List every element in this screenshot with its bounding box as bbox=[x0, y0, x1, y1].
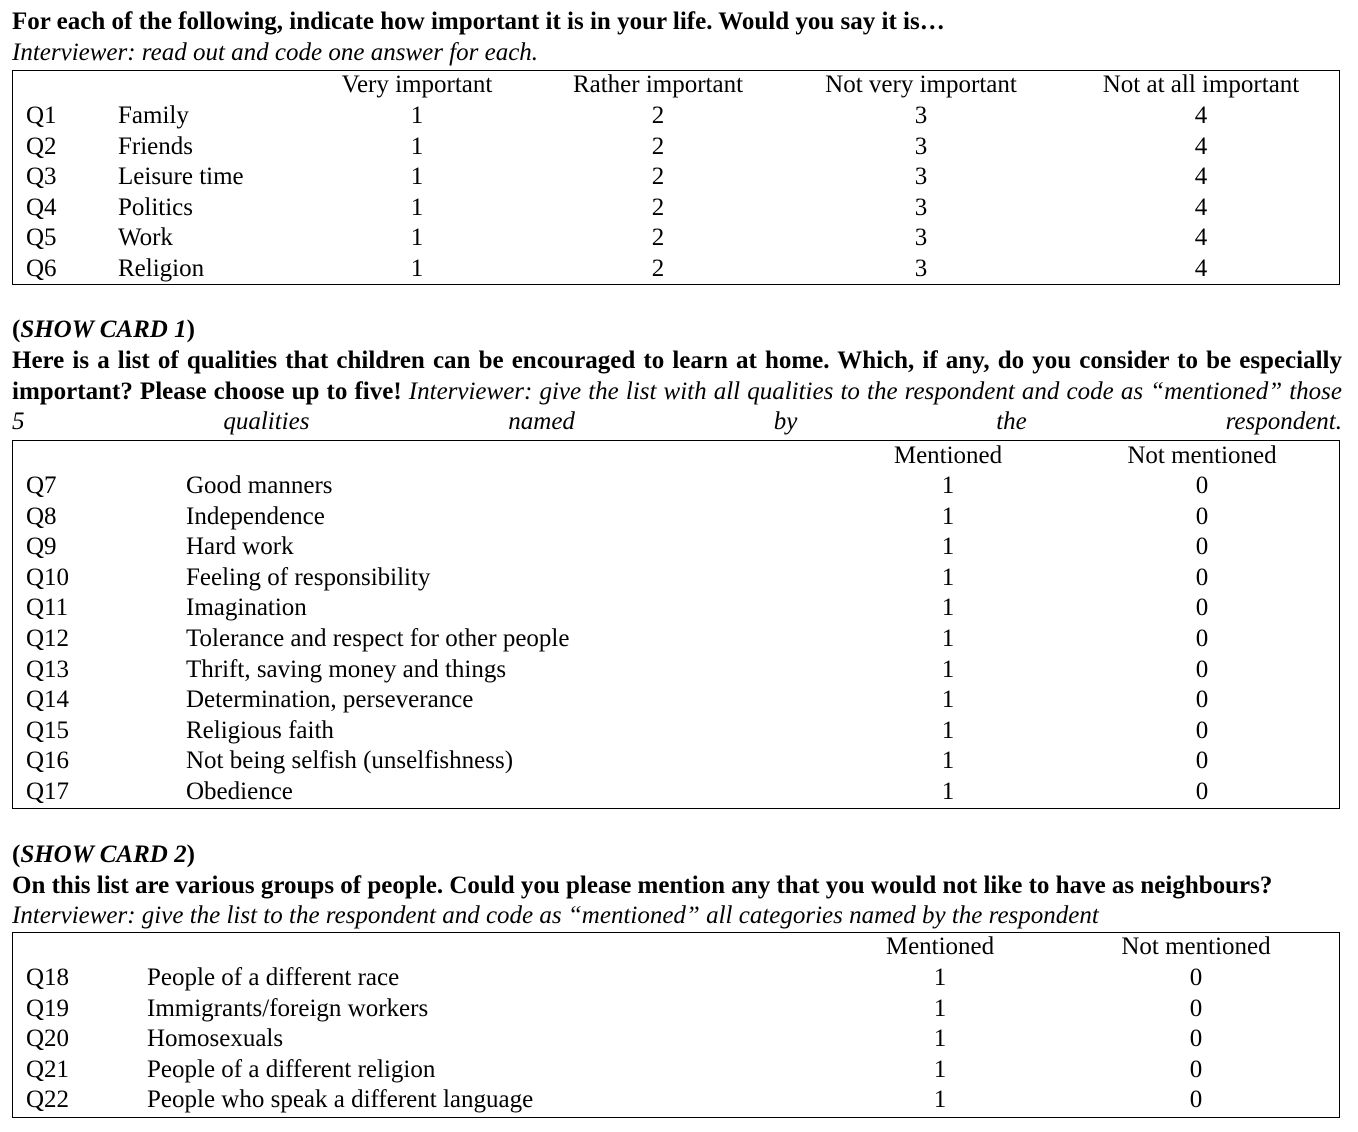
answer-code: 1 bbox=[941, 472, 955, 499]
question-label: Immigrants/foreign workers bbox=[147, 994, 429, 1022]
question-id: Q15 bbox=[26, 716, 70, 744]
answer-code: 2 bbox=[651, 163, 665, 191]
question-label: Religion bbox=[118, 255, 205, 282]
answer-code: 4 bbox=[1194, 193, 1208, 221]
answer-code: 1 bbox=[941, 747, 955, 775]
question-label: Determination, perseverance bbox=[186, 686, 474, 714]
answer-code: 0 bbox=[1189, 1025, 1203, 1053]
question-label: Work bbox=[118, 224, 173, 252]
question-id: Q18 bbox=[26, 964, 70, 991]
question-label: Friends bbox=[118, 132, 193, 160]
question-id: Q17 bbox=[26, 778, 70, 805]
question-label: People of a different race bbox=[147, 964, 400, 991]
answer-code: 1 bbox=[941, 716, 955, 744]
question-id: Q9 bbox=[26, 533, 57, 561]
answer-code: 1 bbox=[933, 994, 947, 1022]
question-id: Q16 bbox=[26, 747, 70, 775]
column-header: Mentioned bbox=[885, 933, 995, 960]
answer-code: 1 bbox=[933, 964, 947, 991]
answer-code: 1 bbox=[941, 778, 955, 805]
question-id: Q3 bbox=[26, 163, 57, 191]
answer-code: 0 bbox=[1195, 533, 1209, 561]
answer-code: 0 bbox=[1195, 472, 1209, 499]
answer-code: 3 bbox=[914, 255, 928, 282]
column-header: Not at all important bbox=[1102, 71, 1300, 98]
answer-code: 4 bbox=[1194, 102, 1208, 129]
question-id: Q11 bbox=[26, 594, 69, 622]
question-id: Q5 bbox=[26, 224, 57, 252]
answer-code: 3 bbox=[914, 102, 928, 129]
answer-code: 1 bbox=[410, 193, 424, 221]
answer-code: 3 bbox=[914, 132, 928, 160]
column-header: Very important bbox=[341, 71, 493, 98]
answer-code: 1 bbox=[410, 132, 424, 160]
show-card-2: SHOW CARD 2 bbox=[20, 841, 187, 868]
answer-code: 1 bbox=[941, 686, 955, 714]
question-label: Leisure time bbox=[118, 163, 244, 191]
question-label: Religious faith bbox=[186, 716, 334, 744]
question-id: Q1 bbox=[26, 102, 57, 129]
question-id: Q13 bbox=[26, 655, 70, 683]
answer-code: 4 bbox=[1194, 224, 1208, 252]
answer-code: 0 bbox=[1195, 716, 1209, 744]
question-label: Obedience bbox=[186, 778, 293, 805]
question-label: Imagination bbox=[186, 594, 307, 622]
answer-code: 1 bbox=[410, 163, 424, 191]
question-label: Independence bbox=[186, 502, 325, 530]
answer-code: 1 bbox=[941, 594, 955, 622]
question-id: Q22 bbox=[26, 1086, 70, 1114]
question-id: Q14 bbox=[26, 686, 70, 714]
section3-table bbox=[12, 932, 1340, 1118]
question-label: People of a different religion bbox=[147, 1055, 436, 1083]
card-open-paren: ( bbox=[12, 841, 21, 868]
answer-code: 0 bbox=[1195, 747, 1209, 775]
column-header: Not mentioned bbox=[1121, 933, 1271, 960]
answer-code: 2 bbox=[651, 224, 665, 252]
question-id: Q4 bbox=[26, 193, 57, 221]
column-header: Not mentioned bbox=[1127, 442, 1277, 469]
question-label: Thrift, saving money and things bbox=[186, 655, 507, 683]
answer-code: 2 bbox=[651, 193, 665, 221]
answer-code: 1 bbox=[941, 533, 955, 561]
answer-code: 4 bbox=[1194, 255, 1208, 282]
question-id: Q21 bbox=[26, 1055, 70, 1083]
answer-code: 1 bbox=[941, 502, 955, 530]
answer-code: 0 bbox=[1195, 594, 1209, 622]
answer-code: 0 bbox=[1195, 563, 1209, 591]
column-header: Not very important bbox=[825, 71, 1017, 98]
answer-code: 1 bbox=[941, 563, 955, 591]
question-label: People who speak a different language bbox=[147, 1086, 534, 1114]
answer-code: 2 bbox=[651, 102, 665, 129]
answer-code: 2 bbox=[651, 255, 665, 282]
answer-code: 1 bbox=[410, 255, 424, 282]
section3-instruction: Interviewer: give the list to the respondent and code as “mentioned” all categories named by the respondent bbox=[12, 902, 1099, 929]
question-id: Q20 bbox=[26, 1025, 70, 1053]
section1-table bbox=[12, 70, 1340, 285]
question-label: Hard work bbox=[186, 533, 294, 561]
answer-code: 1 bbox=[933, 1086, 947, 1114]
answer-code: 1 bbox=[941, 655, 955, 683]
card-open-paren: ( bbox=[12, 316, 21, 343]
section2-instruction: Interviewer: give the list with all qualities to the respondent and code as “mentioned” those 5 qualities named by the respondent. bbox=[12, 377, 1343, 436]
answer-code: 0 bbox=[1189, 994, 1203, 1022]
answer-code: 0 bbox=[1189, 1086, 1203, 1114]
question-label: Politics bbox=[118, 193, 194, 221]
answer-code: 0 bbox=[1195, 686, 1209, 714]
section3-card-label bbox=[12, 840, 1342, 871]
section2-question: Here is a list of qualities that children can be encouraged to learn at home. Which, if any, do you consider to be especially important? Please choose up to five! bbox=[12, 347, 1342, 405]
answer-code: 3 bbox=[914, 224, 928, 252]
answer-code: 4 bbox=[1194, 132, 1208, 160]
question-label: Family bbox=[118, 102, 189, 129]
card-close-paren: ) bbox=[186, 316, 195, 343]
section3-question: On this list are various groups of people. Could you please mention any that you would not like to have as neighbours? bbox=[12, 872, 1273, 899]
question-id: Q2 bbox=[26, 132, 57, 160]
question-id: Q19 bbox=[26, 994, 70, 1022]
answer-code: 3 bbox=[914, 193, 928, 221]
card-close-paren: ) bbox=[186, 841, 195, 868]
answer-code: 0 bbox=[1189, 1055, 1203, 1083]
question-id: Q6 bbox=[26, 255, 57, 282]
answer-code: 1 bbox=[933, 1055, 947, 1083]
answer-code: 0 bbox=[1189, 964, 1203, 991]
answer-code: 4 bbox=[1194, 163, 1208, 191]
answer-code: 0 bbox=[1195, 655, 1209, 683]
answer-code: 1 bbox=[941, 625, 955, 652]
question-label: Tolerance and respect for other people bbox=[186, 625, 570, 652]
answer-code: 3 bbox=[914, 163, 928, 191]
question-label: Feeling of responsibility bbox=[186, 563, 431, 591]
show-card-1: SHOW CARD 1 bbox=[20, 316, 187, 343]
section2-table bbox=[12, 440, 1340, 809]
answer-code: 1 bbox=[410, 224, 424, 252]
question-label: Not being selfish (unselfishness) bbox=[186, 747, 514, 775]
question-id: Q7 bbox=[26, 472, 57, 499]
section1-instruction: Interviewer: read out and code one answer for each. bbox=[12, 39, 539, 66]
section1-question: For each of the following, indicate how important it is in your life. Would you say it is… bbox=[12, 8, 945, 35]
question-label: Homosexuals bbox=[147, 1025, 284, 1053]
question-label: Good manners bbox=[186, 472, 333, 499]
column-header: Mentioned bbox=[893, 442, 1003, 469]
question-id: Q12 bbox=[26, 625, 70, 652]
answer-code: 1 bbox=[933, 1025, 947, 1053]
answer-code: 0 bbox=[1195, 625, 1209, 652]
question-id: Q10 bbox=[26, 563, 70, 591]
question-id: Q8 bbox=[26, 502, 57, 530]
answer-code: 1 bbox=[410, 102, 424, 129]
answer-code: 0 bbox=[1195, 502, 1209, 530]
column-header: Rather important bbox=[572, 71, 744, 98]
section2-card-label bbox=[12, 315, 1342, 346]
answer-code: 2 bbox=[651, 132, 665, 160]
answer-code: 0 bbox=[1195, 778, 1209, 805]
